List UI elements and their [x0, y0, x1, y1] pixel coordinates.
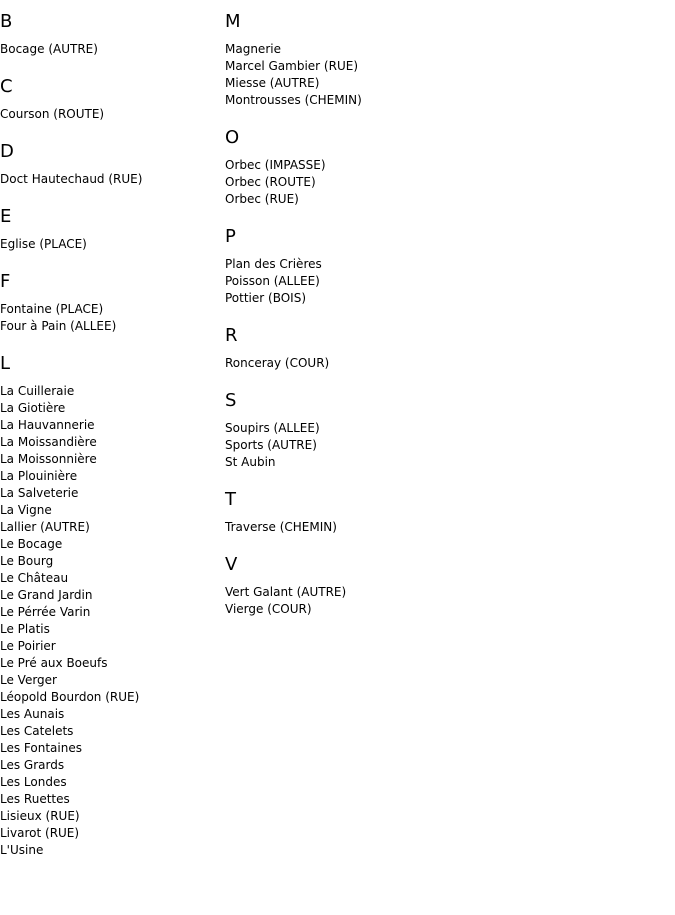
street-list — [225, 41, 525, 109]
street-name: La Vigne — [0, 503, 52, 517]
letter-heading: M — [225, 11, 241, 32]
street-name: Les Londes — [0, 775, 67, 789]
street-name: Vert Galant (AUTRE) — [225, 585, 347, 599]
letter-heading: P — [225, 226, 236, 247]
letter-heading: D — [0, 141, 14, 162]
letter-heading: S — [225, 390, 237, 411]
street-name: Orbec (ROUTE) — [225, 175, 316, 189]
street-name: Ronceray (COUR) — [225, 356, 330, 370]
street-name: Le Grand Jardin — [0, 588, 93, 602]
letter-heading: L — [0, 353, 11, 374]
letter-group — [0, 205, 220, 253]
letter-group — [225, 488, 525, 536]
letter-group — [0, 75, 220, 123]
street-list — [225, 157, 525, 208]
letter-group — [225, 126, 525, 208]
street-name: Pottier (BOIS) — [225, 291, 307, 305]
street-list — [0, 171, 220, 188]
street-list — [225, 584, 525, 618]
street-list — [225, 256, 525, 307]
street-list — [0, 106, 220, 123]
street-name: Le Poirier — [0, 639, 56, 653]
street-list — [0, 301, 220, 335]
letter-heading: B — [0, 11, 13, 32]
street-name: La Plouinière — [0, 469, 78, 483]
letter-group — [225, 389, 525, 471]
street-name: Orbec (IMPASSE) — [225, 158, 326, 172]
street-name: L'Usine — [0, 843, 44, 857]
street-name: Les Fontaines — [0, 741, 82, 755]
street-name: Le Bourg — [0, 554, 54, 568]
street-name: Le Verger — [0, 673, 57, 687]
letter-heading: T — [225, 489, 236, 510]
letter-group — [225, 10, 525, 109]
street-name: La Salveterie — [0, 486, 79, 500]
street-list — [0, 41, 220, 58]
letter-heading: E — [0, 206, 12, 227]
letter-group — [0, 140, 220, 188]
street-name: Vierge (COUR) — [225, 602, 312, 616]
street-name: Le Pérrée Varin — [0, 605, 91, 619]
street-list — [0, 236, 220, 253]
street-name: Plan des Crières — [225, 257, 322, 271]
letter-heading: C — [0, 76, 13, 97]
street-list — [225, 420, 525, 471]
street-name: Léopold Bourdon (RUE) — [0, 690, 140, 704]
street-name: La Giotière — [0, 401, 66, 415]
street-name: Lallier (AUTRE) — [0, 520, 90, 534]
street-name: La Moissonnière — [0, 452, 97, 466]
street-name: Marcel Gambier (RUE) — [225, 59, 358, 73]
street-name: Le Château — [0, 571, 69, 585]
letter-heading: V — [225, 554, 238, 575]
street-name: Miesse (AUTRE) — [225, 76, 320, 90]
street-name: Livarot (RUE) — [0, 826, 80, 840]
street-name: Le Platis — [0, 622, 50, 636]
letter-heading: F — [0, 271, 11, 292]
street-name: La Moissandière — [0, 435, 97, 449]
street-name: Orbec (RUE) — [225, 192, 299, 206]
street-name: Eglise (PLACE) — [0, 237, 87, 251]
street-name: Le Pré aux Boeufs — [0, 656, 108, 670]
street-name: Magnerie — [225, 42, 281, 56]
letter-heading: O — [225, 127, 240, 148]
street-list — [0, 383, 220, 859]
street-name: Four à Pain (ALLEE) — [0, 319, 117, 333]
letter-group — [0, 352, 220, 859]
street-name: Courson (ROUTE) — [0, 107, 105, 121]
letter-group — [0, 270, 220, 335]
street-list — [225, 519, 525, 536]
street-name: Le Bocage — [0, 537, 63, 551]
street-name: Fontaine (PLACE) — [0, 302, 104, 316]
letter-heading: R — [225, 325, 238, 346]
street-name: Les Aunais — [0, 707, 65, 721]
street-name: Lisieux (RUE) — [0, 809, 80, 823]
street-name: Les Grards — [0, 758, 65, 772]
street-name: Montrousses (CHEMIN) — [225, 93, 362, 107]
street-index-column-left — [0, 10, 220, 876]
street-name: La Hauvannerie — [0, 418, 95, 432]
street-name: Soupirs (ALLEE) — [225, 421, 320, 435]
street-name: Poisson (ALLEE) — [225, 274, 320, 288]
street-name: Bocage (AUTRE) — [0, 42, 98, 56]
street-name: Sports (AUTRE) — [225, 438, 317, 452]
street-name: Les Catelets — [0, 724, 74, 738]
street-index-column-right — [225, 10, 525, 635]
street-name: La Cuilleraie — [0, 384, 75, 398]
letter-group — [225, 553, 525, 618]
letter-group — [0, 10, 220, 58]
street-name: St Aubin — [225, 455, 276, 469]
street-list — [225, 355, 525, 372]
street-name: Les Ruettes — [0, 792, 70, 806]
street-name: Doct Hautechaud (RUE) — [0, 172, 143, 186]
street-name: Traverse (CHEMIN) — [225, 520, 337, 534]
letter-group — [225, 324, 525, 372]
letter-group — [225, 225, 525, 307]
